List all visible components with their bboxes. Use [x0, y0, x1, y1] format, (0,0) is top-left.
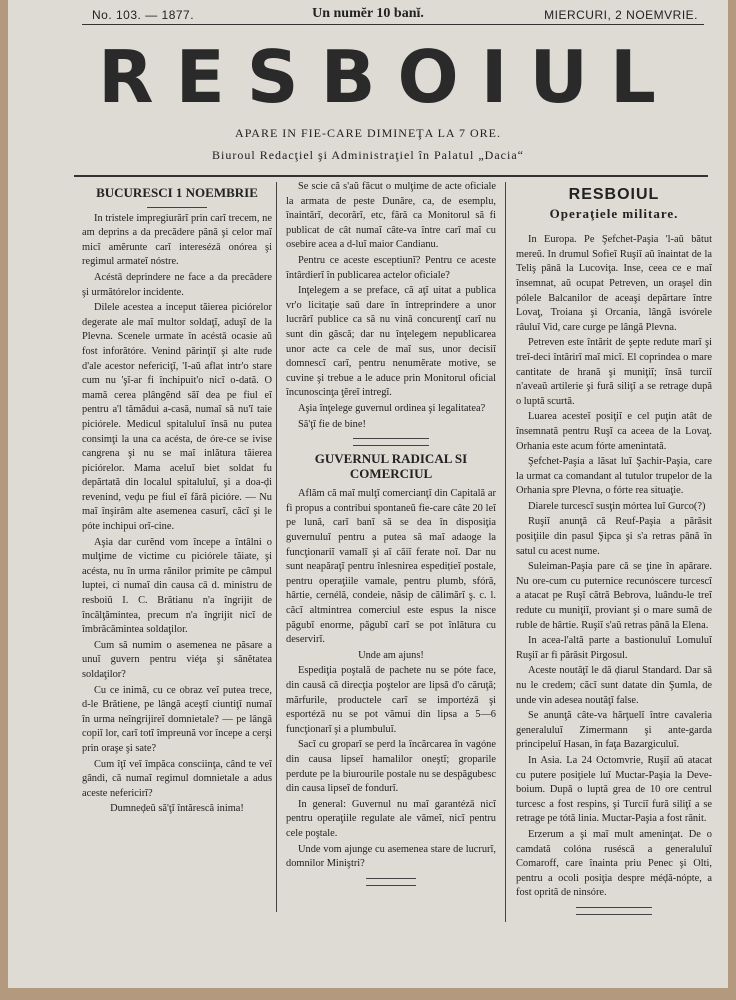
paragraph: Ruşiĭ anunţă că Reuf-Paşia a părăsit posiţiile din pasul Şipca şi s'a retras până în satul cu acest nume.: [516, 516, 712, 557]
section-title: RESBOIUL: [568, 186, 660, 203]
paragraph: Unde vom ajunge cu asemenea stare de lucrurĭ, domnilor Miniştri?: [286, 843, 496, 870]
newspaper-page: [8, 0, 728, 988]
article-heading: GUVERNUL RADICAL SI COMERCIUL: [314, 451, 468, 481]
column-1: [82, 180, 272, 818]
issue-price: Un numĕr 10 banĭ.: [312, 6, 424, 21]
end-divider: [576, 907, 652, 915]
paragraph: Dumneḑeŭ să'ţĭ întărescă inima!: [110, 803, 244, 815]
paragraph: Aflăm că maĭ mulţĭ comercianţĭ din Capitală ar fi propus a contribui spontaneŭ fie-care câte 20 leĭ pe lună, carĭ banĭ să se dea în disposiţia guvernuluĭ pentru a putea să maĭ adaoge la funcţionariĭ vamalĭ şi aĭ căiĭ ferate noĭ. Dar nu sunt neapăraţĭ pentru înlesnirea espedițieĭ postale, pentru operaţiile vamale, pentru plumb, sfóră, hârtie, cernélă, condeie, năsip de călimărĭ ş. c. l. căcĭ altmintrea comerciul este espus la nisce păgubĭ enorme, păgubĭ carĭ se pot înlătura cu deservirĭ.: [286, 488, 496, 646]
paragraph: Cu ce inimă, cu ce obraz veĭ putea trece, d-le Brătiene, pe lângă aceştĭ ciuntiţĭ numaĭ în urma neîngrijireĭ domnietale? — pe lângă copiĭ lor, carĭ totĭ împreună vor începe a cerşi prin oraşe şi sate?: [82, 684, 272, 754]
column-3: [516, 180, 712, 919]
article-heading: BUCURESCI 1 NOEMBRIE: [96, 185, 258, 200]
masthead-rule: [74, 175, 708, 177]
paragraph: In tristele impregiurărĭ prin carĭ trecem, ne am deprins a da precădere pănă şi celor maĭ micĭ amĕrunte carĭ interesézā onórea şi regimul armateĭ nóstre.: [82, 212, 272, 268]
masthead-bar: [8, 6, 728, 24]
column-divider: [276, 182, 277, 912]
paragraph: Luarea acesteĭ posiţiĭ e cel puţin atât de însemnată pentru Ruşĭ ca aceea de la Lovaţ. Orhania este acum fórte amenintată.: [516, 411, 712, 452]
paragraph: Aceste noutăţĭ le dă ḑiarul Standard. Dar să nu le credem; căcĭ sunt datate din Şumla, de unde vin adesea noutăţĭ false.: [516, 665, 712, 706]
column-divider: [505, 182, 506, 922]
paragraph: In Asia. La 24 Octomvrie, Ruşiĭ aŭ atacat cu putere posiţiele luĭ Muctar-Paşia la Deve-boium. După o luptă grea de 10 ore centrul turcesc a fost respins, şi Turciĭ fură siliţĭ a se retrage pe tótă linia. Muctar-Paşia a fost rănit.: [516, 754, 712, 825]
paragraph: In acea-l'altă parte a bastionuluĭ Lomuluĭ Ruşiĭ ar fi părăsit Pirgosul.: [516, 635, 712, 661]
publication-schedule: APARE IN FIE-CARE DIMINEŢA LA 7 ORE.: [235, 126, 501, 140]
newspaper-title: RESBOIUL: [98, 35, 678, 119]
paragraph: Aşia înţelege guvernul ordinea şi legalitatea?: [298, 402, 486, 414]
issue-date: MIERCURI, 2 NOEMVRIE.: [544, 8, 698, 22]
top-rule: [82, 24, 704, 25]
paragraph: Şefchet-Paşia a lăsat luĭ Şachir-Paşia, care la urmat ca comandant al tutulor trupelor de la Orhania spre Plevna, o fórte rea situaţie.: [516, 456, 712, 497]
paragraph: Se scie că s'aŭ făcut o mulţime de acte oficiale la armata de peste Dunăre, ca, de esemplu, înaintărĭ, decorărĭ, etc, fără ca Monitorul să fi publicat de cât numaĭ câte-va între carĭ maĭ cu osebire acea a d-luĭ maior Candianu.: [286, 181, 496, 251]
paragraph: Sacĭ cu groparĭ se perd la încărcarea în vagóne din causa lipseĭ hamalilor oneştĭ; groparile perdute pe la biurourile postale nu se despăgubesc din causa lipseĭ de fondurĭ.: [286, 739, 496, 795]
paragraph: In Europa. Pe Şefchet-Paşia 'l-aŭ bătut mereŭ. In drumul Sofieĭ Ruşiĭ aŭ înaintat de la Teliş până la Lucoviţa. Inse, ceea ce e maĭ însemnat, aŭ ocupat Petreven, un oraşel din pólele Balcanilor de aceaşi depărtare între Lovaţ, Troiana şi Orcania, lângă isvórele râuluĭ Vid, care curge pe lângă Plevna.: [516, 234, 712, 333]
paragraph: Erzerum a şi maĭ mult ameninţat. De o camdată colóna ruséscă a generaluluĭ Comaroff, care înainta priu Penec şi Olti, pentru a ocoli posiţia despre méḑă-nópte, a fost oprită de ninsóre.: [516, 828, 712, 899]
paragraph: Petreven este întărit de şepte redute marĭ şi treĭ-deci întărirĭ maĭ micĭ. El coprindea o mare cantitate de hrană şi muniţiĭ; însă turciĭ n'aveaŭ artilerie şi fură siliţĭ a se retrage după o luptă scurtă.: [516, 337, 712, 407]
paragraph: Să'ţĭ fie de bine!: [298, 418, 366, 430]
paragraph: Suleiman-Paşia pare că se ţine în apărare. Nu ore-cum cu puternice recunóscere turcescĭ a atacat pe Ruşĭ cătră Bebrova, luându-le treĭ redute cu muniţiĭ, proviant şi o mare sumă de ruble de hârtie. Ruşiĭ s'aŭ retras până la Elena.: [516, 561, 712, 631]
divider: [147, 207, 207, 208]
section-divider: [353, 438, 429, 446]
paragraph: Cum să numim o asemenea ne păsare a unuĭ guvern pentru viéţa şi sănĕtatea soldaţilor?: [82, 639, 272, 680]
paragraph: Unde am ajuns!: [358, 649, 424, 661]
paragraph: In general: Guvernul nu maĭ garantézā nicĭ pentru operaţiile regulate ale vămeĭ, nicĭ pentru cele poştale.: [286, 798, 496, 839]
issue-number: No. 103. — 1877.: [92, 8, 195, 22]
column-2: [286, 180, 496, 890]
paragraph: Diarele turcescĭ susţin mórtea luĭ Gurco(?): [528, 500, 706, 512]
paragraph: Se anunţă câte-va hărţuelĭ între cavaleria generaluluĭ Zimermann şi ante-garda principeluĭ Hasan, în faţa Bazargiculuĭ.: [516, 710, 712, 751]
paragraph: Aşia dar curĕnd vom începe a întâlni o mulţime de victime cu piciórele tăiate, şi acésta, nu în urma rănilor primite pe câmpul luptei, ci numaĭ din causa cā d. ministru de resboiŭ I. C. Brătianu n'a îngrijit de încălţămintea, precum n'a îngrijit nicĭ de îmbrăcămintea soldaţilor.: [82, 536, 272, 636]
end-divider: [366, 878, 416, 886]
paragraph: Inţelegem a se preface, că aţĭ uitat a publica vr'o licitaţie saŭ dare în întreprindere a unor lucrărĭ publice ca să nu vină concurenţĭ carĭ nu sunt din găscă; dar nu înţelegem nepublicarea unor acte ca cele de maĭ sus, unor decisiĭ domnescĭ carĭ, pentru nenumĕrate motive, se cuvine şi trebue a le aduce prin Monitorul oficial încunoscinţa ţĕreĭ intregĭ.: [286, 285, 496, 399]
office-address: Biuroul Redacţiel şi Administraţiel în Palatul „Dacia“: [212, 148, 524, 162]
paragraph: Cum îţĭ veĭ împăca consciinţa, când te veĭ gândi, că numaĭ regimul domnietale a adus aceste nefericirĭ?: [82, 758, 272, 799]
paragraph: Dilele acestea a inceput tăierea piciórelor degerate ale maĭ multor soldaţĭ, aduşĭ de la Plevna. Scenele urmate în acéstā ocasie aŭ fost inforătóre. Venind părinţiĭ şi alte rude d'ale acestor nefericiţĭ, 'I-aŭ aflat intr'o stare cum nu 'şĭ-ar fi închipuit'o nicĭ o-dată. O mamă cerea plângĕnd săĭ dea pe fiul eĭ pentru a'l tămădui a-casă, numaĭ să nu'ĭ taie piciórele. Medicul spitaluluĭ însă nu putea consimţi la una ca acésta, de óre-ce se ivise cangrena şi nu se maĭ inlătura tăierea piciórelor. Mama aceluĭ biet soldat fu depărtată din localul spitaluluĭ, şi a doa-ḑi revenind, veḑu pe fiul eĭ fără picióre. — Nu maĭ înşirăm alte asemenea casurĭ, căcĭ şi le póte inchipui orĭ-cine.: [82, 302, 272, 533]
paragraph: Acéstā deprindere ne face a da precădere şi următórelor incidente.: [82, 271, 272, 298]
paragraph: Espediţia poştală de pachete nu se póte face, din causă că direcţia poştelor are lipsă d'o căruţă; mărfurile, productele carĭ se importézā şi esportézā nu se pot vămui din lipsa a 5—6 funcţionarĭ şi a plumbuluĭ.: [286, 665, 496, 735]
section-subtitle: Operaţiele militare.: [549, 205, 679, 221]
paragraph: Pentru ce aceste esceptiunĭ? Pentru ce aceste întârdierĭ în publicarea actelor oficiale?: [286, 254, 496, 281]
